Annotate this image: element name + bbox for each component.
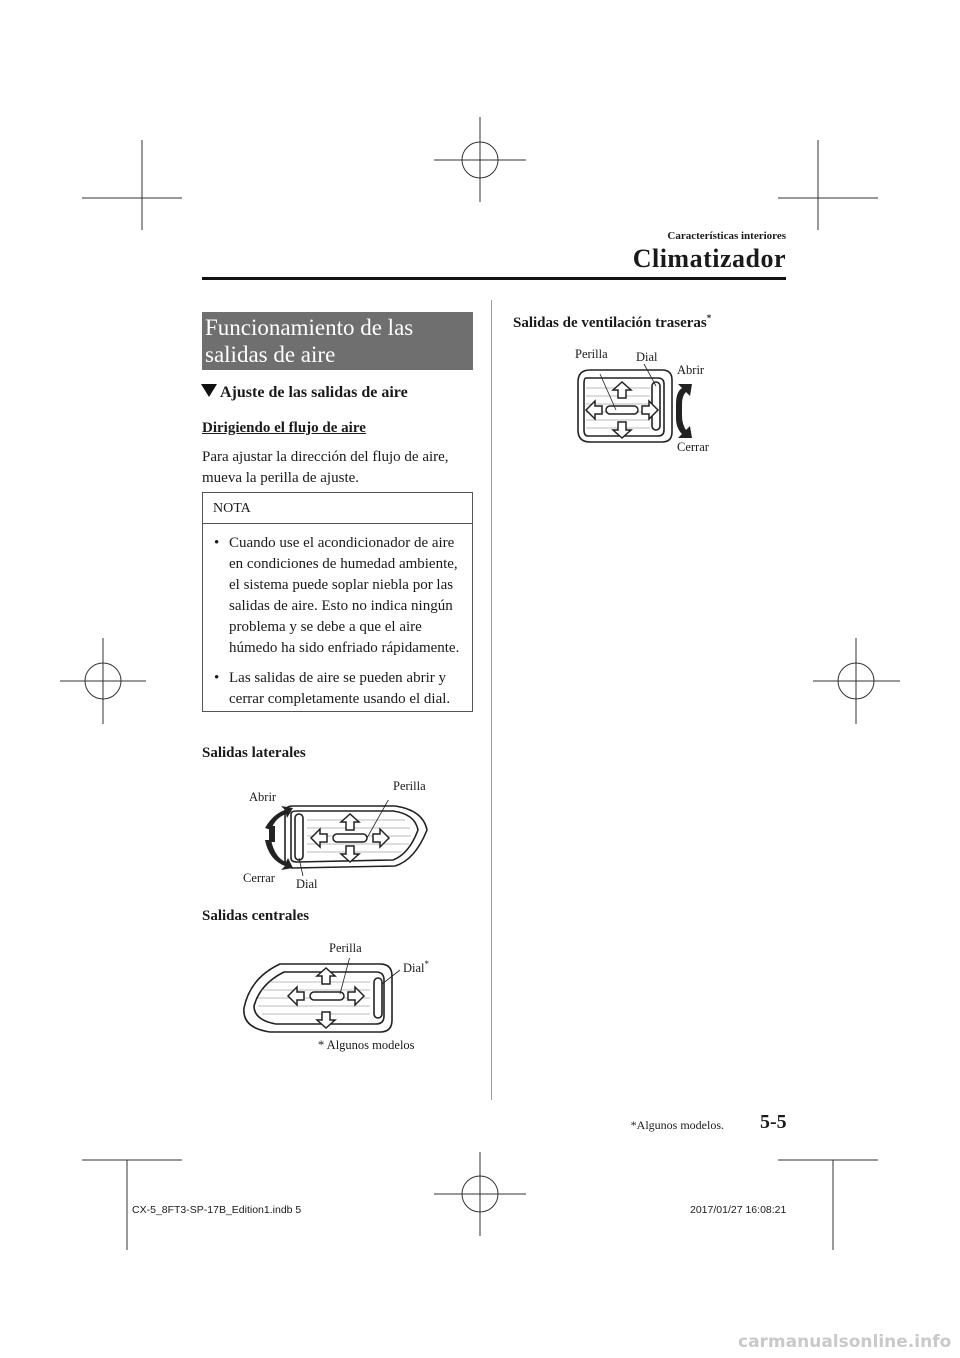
rear-label-abrir: Abrir: [677, 363, 705, 377]
section-title: [202, 312, 473, 370]
lateral-label-abrir: Abrir: [249, 790, 277, 804]
lateral-label-cerrar: Cerrar: [243, 871, 275, 885]
rear-vents-title-mark: *: [706, 313, 712, 323]
side-vent-illustration: [255, 800, 435, 880]
rear-label-dial: Dial: [636, 350, 658, 364]
note-item: [214, 533, 466, 659]
bullet-icon: •: [214, 670, 220, 686]
central-label-perilla: Perilla: [329, 941, 362, 955]
lateral-label-dial: Dial: [296, 877, 318, 891]
note-title: NOTA: [213, 501, 251, 516]
underlined-heading: Dirigiendo el flujo de aire: [202, 420, 366, 436]
column-divider: [491, 300, 492, 1100]
watermark: carmanualsonline.info: [738, 1332, 952, 1352]
rear-label-perilla: Perilla: [575, 347, 608, 361]
section-title-line-1: Funcionamiento de las: [205, 315, 414, 340]
central-vent-illustration: [240, 958, 410, 1038]
header-rule: [202, 277, 786, 280]
print-datetime: 2017/01/27 16:08:21: [690, 1204, 787, 1216]
lateral-label-perilla: Perilla: [393, 779, 426, 793]
subheading: [201, 384, 408, 402]
note-box: [202, 492, 473, 712]
rear-vents-title-text: Salidas de ventilación traseras: [513, 315, 707, 331]
note-item-text: Las salidas de aire se pueden abrir y cerrar completamente usando el dial.: [229, 670, 451, 707]
triangle-down-icon: [201, 384, 217, 397]
central-footnote: * Algunos modelos: [318, 1038, 415, 1052]
lateral-vents-title: Salidas laterales: [202, 745, 306, 761]
central-label-dial-text: Dial: [403, 961, 425, 976]
central-label-dial-mark: *: [424, 959, 430, 969]
footer-note: *Algunos modelos.: [630, 1118, 724, 1132]
rear-vent-illustration: [572, 360, 705, 445]
note-divider: [203, 523, 472, 524]
print-file-info: CX-5_8FT3-SP-17B_Edition1.indb 5: [132, 1204, 302, 1216]
note-item: [214, 668, 466, 710]
page-number: 5-5: [760, 1111, 787, 1133]
rear-vents-title: [513, 313, 711, 332]
note-item-text: Cuando use el acondicionador de aire en condiciones de humedad ambiente, el sistema puede soplar niebla por las salidas de aire. Esto no indica ningún problema y se debe a que el aire húmedo ha sido enfriado rápidamente.: [229, 535, 460, 656]
section-title-line-2: salidas de aire: [205, 342, 336, 367]
rear-label-cerrar: Cerrar: [677, 440, 709, 454]
note-list: [214, 533, 466, 719]
intro-paragraph: Para ajustar la dirección del flujo de aire, mueva la perilla de ajuste.: [202, 449, 449, 486]
subheading-text: Ajuste de las salidas de aire: [220, 384, 408, 401]
central-vents-title: Salidas centrales: [202, 908, 310, 924]
running-header-chapter: Climatizador: [632, 244, 786, 273]
bullet-icon: •: [214, 535, 220, 551]
running-header-section: Características interiores: [667, 230, 786, 242]
